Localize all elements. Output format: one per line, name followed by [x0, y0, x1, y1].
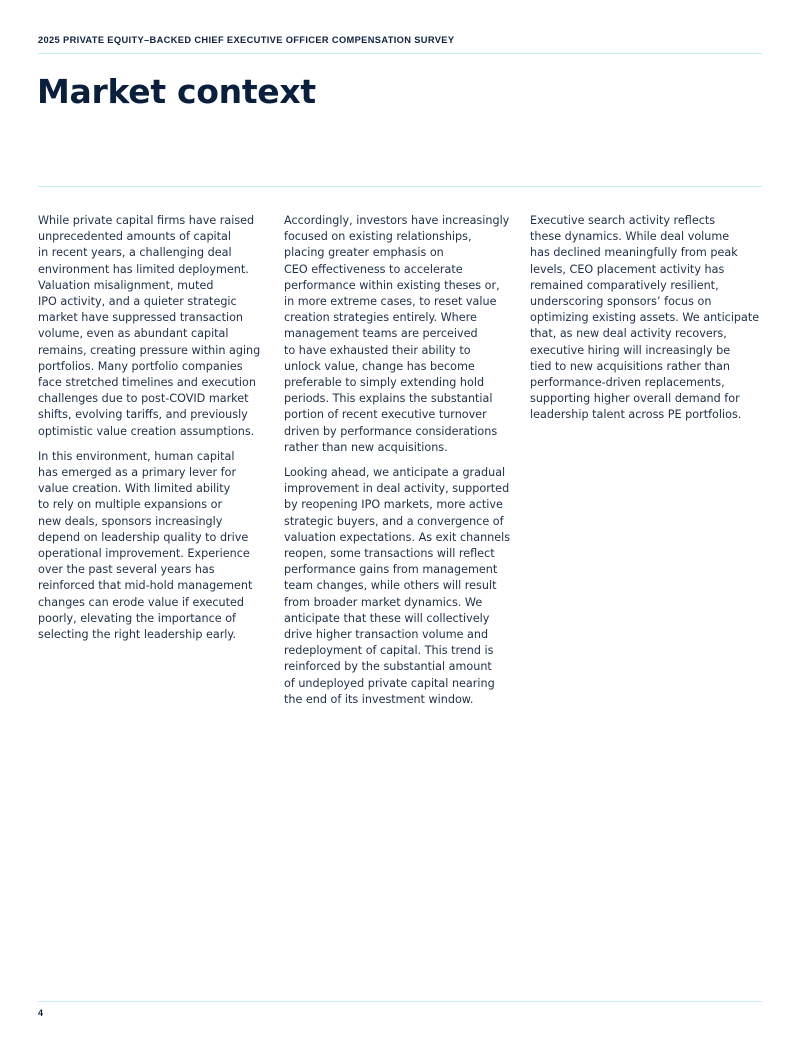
paragraph-human-capital: In this environment, human capital has emerged as a primary lever for value creation. With limited ability to rely on multiple expansions or new deals, sponsors increasingly depend on leadership quality to drive operational improvement. Experience over the past several years has reinforced that mid-hold management changes can erode value if executed poorly, elevating the importance of selecting the right leadership early.	[38, 449, 253, 642]
page-title: Market context	[37, 72, 316, 111]
section-divider	[38, 186, 762, 187]
page-number: 4	[38, 1008, 44, 1018]
text-column-3	[530, 213, 762, 433]
text-column-1	[38, 213, 270, 652]
text-column-2	[284, 213, 516, 717]
paragraph-market-deployment: While private capital firms have raised unprecedented amounts of capital in recent years, a challenging deal environment has limited deployment. Valuation misalignment, muted IPO activity, and a quieter strategic market have suppressed transaction volume, even as abundant capital remains, creating pressure within aging portfolios. Many portfolio companies face stretched timelines and execution challenges due to post-COVID market shifts, evolving tariffs, and previously optimistic value creation assumptions.	[38, 214, 261, 438]
paragraph-executive-search: Executive search activity reflects these dynamics. While deal volume has declined meaningfully from peak levels, CEO placement activity has remained comparatively resilient, underscoring sponsors’ focus on optimizing existing assets. We anticipate that, as new deal activity recovers, executive hiring will increasingly be tied to new acquisitions rather than performance-driven replacements, supporting higher overall demand for leadership talent across PE portfolios.	[530, 214, 760, 422]
header-divider	[38, 53, 762, 54]
running-header: 2025 PRIVATE EQUITY–BACKED CHIEF EXECUTIVE OFFICER COMPENSATION SURVEY	[38, 35, 455, 45]
footer-divider	[38, 1001, 762, 1002]
paragraph-ceo-effectiveness: Accordingly, investors have increasingly focused on existing relationships, placing greater emphasis on CEO effectiveness to accelerate performance within existing theses or, in more extreme cases, to reset value creation strategies entirely. Where management teams are perceived to have exhausted their ability to unlock value, change has become preferable to simply extending hold periods. This explains the substantial portion of recent executive turnover driven by performance considerations rather than new acquisitions.	[284, 214, 510, 454]
paragraph-outlook: Looking ahead, we anticipate a gradual improvement in deal activity, supported by reopening IPO markets, more active strategic buyers, and a convergence of valuation expectations. As exit channels reopen, some transactions will reflect performance gains from management team changes, while others will result from broader market dynamics. We anticipate that these will collectively drive higher transaction volume and redeployment of capital. This trend is reinforced by the substantial amount of undeployed private capital nearing the end of its investment window.	[284, 466, 511, 706]
